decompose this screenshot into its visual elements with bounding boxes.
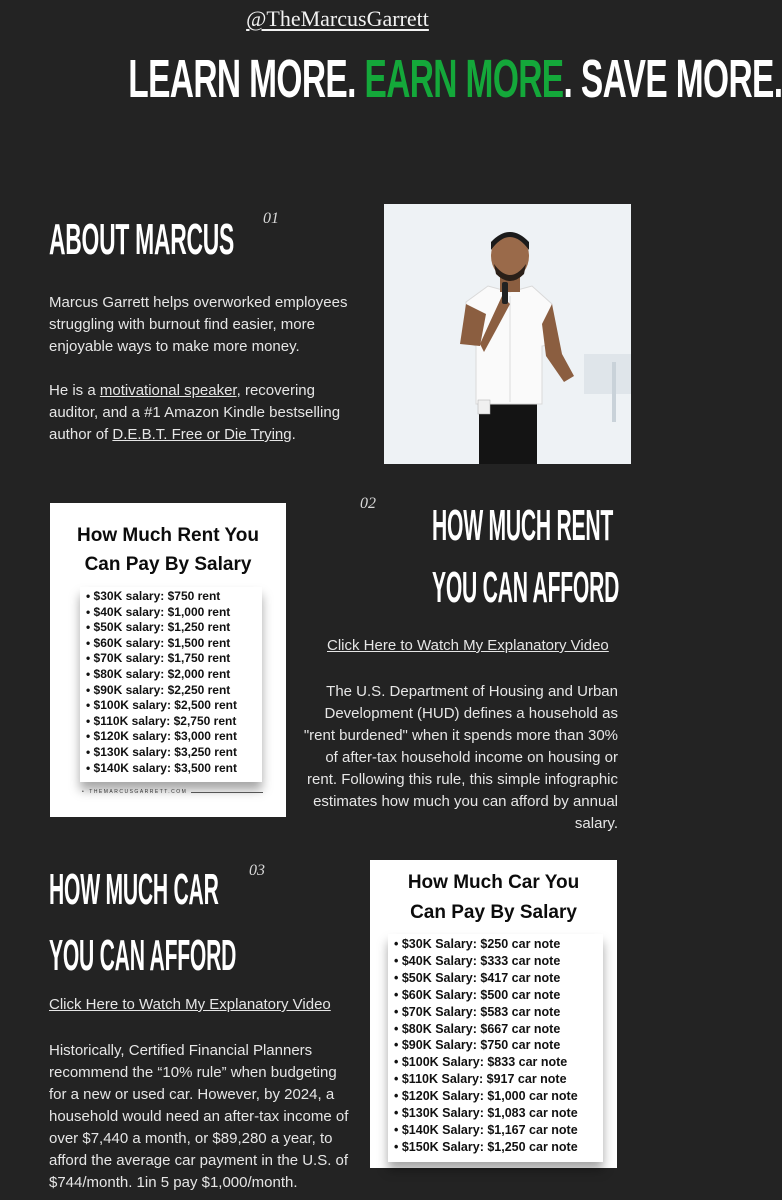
- rent-infographic: [50, 503, 286, 817]
- salary-item: • $110K Salary: $917 car note: [394, 1071, 597, 1088]
- salary-item: • $50K Salary: $417 car note: [394, 970, 597, 987]
- marcus-photo: [384, 204, 631, 464]
- salary-item: • $140K salary: $3,500 rent: [86, 761, 256, 777]
- salary-item: • $140K Salary: $1,167 car note: [394, 1122, 597, 1139]
- footer-site: THEMARCUSGARRETT.COM: [89, 789, 188, 795]
- section-number-01: 01: [263, 210, 279, 227]
- salary-item: • $130K Salary: $1,083 car note: [394, 1105, 597, 1122]
- salary-item: • $30K salary: $750 rent: [86, 589, 256, 605]
- car-title-line1: HOW MUCH CAR: [49, 865, 219, 914]
- salary-item: • $100K Salary: $833 car note: [394, 1054, 597, 1071]
- headline-save: . SAVE MORE.: [563, 49, 782, 109]
- about-text-a: He is a: [49, 382, 100, 399]
- car-list: [394, 936, 597, 1156]
- headline-learn: LEARN MORE.: [128, 49, 356, 109]
- salary-item: • $70K salary: $1,750 rent: [86, 651, 256, 667]
- footer-bullet: •: [82, 789, 86, 795]
- salary-item: • $100K salary: $2,500 rent: [86, 698, 256, 714]
- rent-title-line2: YOU CAN AFFORD: [432, 563, 620, 612]
- book-link[interactable]: D.E.B.T. Free or Die Trying: [112, 426, 292, 443]
- section-number-02: 02: [360, 495, 376, 512]
- car-card-title-line1: How Much Car You: [407, 872, 580, 893]
- rent-title-line1: HOW MUCH RENT: [432, 501, 614, 550]
- salary-item: • $40K salary: $1,000 rent: [86, 605, 256, 621]
- salary-item: • $80K salary: $2,000 rent: [86, 667, 256, 683]
- rent-description: The U.S. Department of Housing and Urban Development (HUD) defines a household as "rent burdened" when it spends more than 30% of after-tax household income on housing or rent. Following this rule, this simple infographic estimates how much you can afford by annual salary.: [303, 683, 618, 832]
- salary-item: • $60K Salary: $500 car note: [394, 987, 597, 1004]
- car-card-title-line2: Can Pay By Salary: [410, 902, 577, 923]
- handle-link[interactable]: @TheMarcusGarrett: [246, 6, 429, 31]
- salary-item: • $40K Salary: $333 car note: [394, 953, 597, 970]
- speaker-link[interactable]: motivational speaker: [99, 382, 237, 399]
- about-paragraph-2: [49, 380, 364, 446]
- about-text-b: , recovering auditor, and a #1 Amazon Kindle bestselling author of: [49, 382, 341, 443]
- section-number-03: 03: [249, 862, 265, 879]
- salary-item: • $90K Salary: $750 car note: [394, 1037, 597, 1054]
- footer-rule: [191, 792, 263, 793]
- salary-item: • $110K salary: $2,750 rent: [86, 714, 256, 730]
- salary-item: • $90K salary: $2,250 rent: [86, 683, 256, 699]
- page-headline: [128, 34, 782, 124]
- rent-list: [86, 589, 256, 776]
- salary-item: • $70K Salary: $583 car note: [394, 1004, 597, 1021]
- salary-item: • $130K salary: $3,250 rent: [86, 745, 256, 761]
- about-text-c: .: [291, 426, 296, 443]
- car-video-link[interactable]: Click Here to Watch My Explanatory Video: [49, 996, 331, 1013]
- rent-video-link[interactable]: Click Here to Watch My Explanatory Video: [327, 637, 609, 654]
- rent-card-footer: [82, 789, 263, 795]
- salary-item: • $60K salary: $1,500 rent: [86, 636, 256, 652]
- car-list-box: [388, 934, 603, 1162]
- salary-item: • $80K Salary: $667 car note: [394, 1021, 597, 1038]
- car-card-title: [370, 868, 617, 928]
- salary-item: • $120K salary: $3,000 rent: [86, 729, 256, 745]
- salary-item: • $120K Salary: $1,000 car note: [394, 1088, 597, 1105]
- rent-list-box: [80, 587, 262, 782]
- car-infographic: [370, 860, 617, 1168]
- speaker-illustration: [384, 204, 631, 464]
- about-paragraph-1: Marcus Garrett helps overworked employees struggling with burnout find easier, more enjoyable ways to make more money.: [49, 294, 348, 355]
- car-description: Historically, Certified Financial Planners recommend the “10% rule” when budgeting for a new or used car. However, by 2024, a household would need an after-tax income of over $7,440 a month, or $89,280 a year, to afford the average car payment in the U.S. of $744/month. 1in 5 pay $1,000/month.: [49, 1042, 349, 1191]
- headline-earn: EARN MORE: [364, 49, 564, 109]
- rent-card-title-line2: Can Pay By Salary: [84, 554, 252, 575]
- rent-card-title-line1: How Much Rent You: [77, 525, 259, 546]
- about-title: ABOUT MARCUS: [49, 215, 234, 264]
- car-title-line2: YOU CAN AFFORD: [49, 931, 237, 980]
- rent-card-title: [50, 521, 286, 579]
- salary-item: • $150K Salary: $1,250 car note: [394, 1139, 597, 1156]
- salary-item: • $50K salary: $1,250 rent: [86, 620, 256, 636]
- salary-item: • $30K Salary: $250 car note: [394, 936, 597, 953]
